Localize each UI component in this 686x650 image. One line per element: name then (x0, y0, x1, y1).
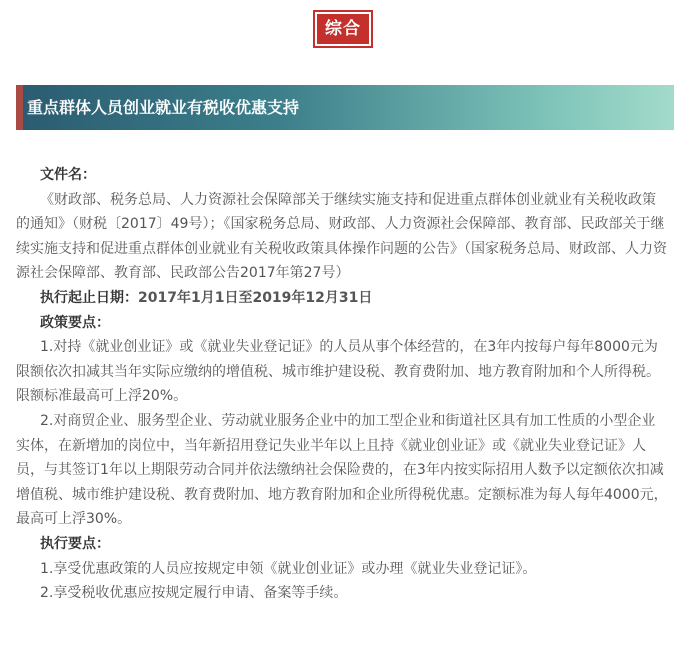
effective-dates-value: 2017年1月1日至2019年12月31日 (138, 289, 373, 306)
document-name-text: 《财政部、税务总局、人力资源社会保障部关于继续实施支持和促进重点群体创业就业有关税收政策的通知》（财税〔2017〕49号）；《国家税务总局、财政部、人力资源社会保障部、教育部、民政部关于继续实施支持和促进重点群体创业就业有关税收政策具体操作问题的公告》（国家税务总局、财政部、人力资源社会保障部、教育部、民政部公告2017年第27号） (16, 191, 667, 282)
effective-dates-row (16, 286, 668, 311)
section-banner (16, 85, 674, 130)
execution-points-heading: 执行要点： (40, 535, 110, 552)
policy-point-item: 1.对持《就业创业证》或《就业失业登记证》的人员从事个体经营的，在3年内按每户每年8000元为限额依次扣减其当年实际应缴纳的增值税、城市维护建设税、教育费附加、地方教育附加和个人所得税。限额标准最高可上浮20%。 (16, 339, 660, 405)
category-badge-wrapper (0, 12, 686, 46)
effective-dates-label: 执行起止日期： (40, 289, 138, 306)
document-name-heading: 文件名： (40, 167, 96, 183)
execution-point-item: 1.享受优惠政策的人员应按规定申领《就业创业证》或办理《就业失业登记证》。 (40, 560, 537, 577)
banner-title: 重点群体人员创业就业有税收优惠支持 (27, 97, 300, 117)
execution-point-item: 2.享受税收优惠应按规定履行申请、备案等手续。 (40, 585, 348, 602)
article-content (16, 163, 668, 606)
policy-points-heading: 政策要点： (40, 314, 110, 331)
category-badge: 综合 (315, 12, 371, 46)
policy-point-item: 2.对商贸企业、服务型企业、劳动就业服务企业中的加工型企业和街道社区具有加工性质的小型企业实体，在新增加的岗位中，当年新招用登记失业半年以上且持《就业创业证》或《就业失业登记证》人员，与其签订1年以上期限劳动合同并依法缴纳社会保险费的，在3年内按实际招用人数予以定额依次扣减增值税、城市维护建设税、教育费附加、地方教育附加和企业所得税优惠。定额标准为每人每年4000元，最高可上浮30%。 (16, 412, 668, 528)
